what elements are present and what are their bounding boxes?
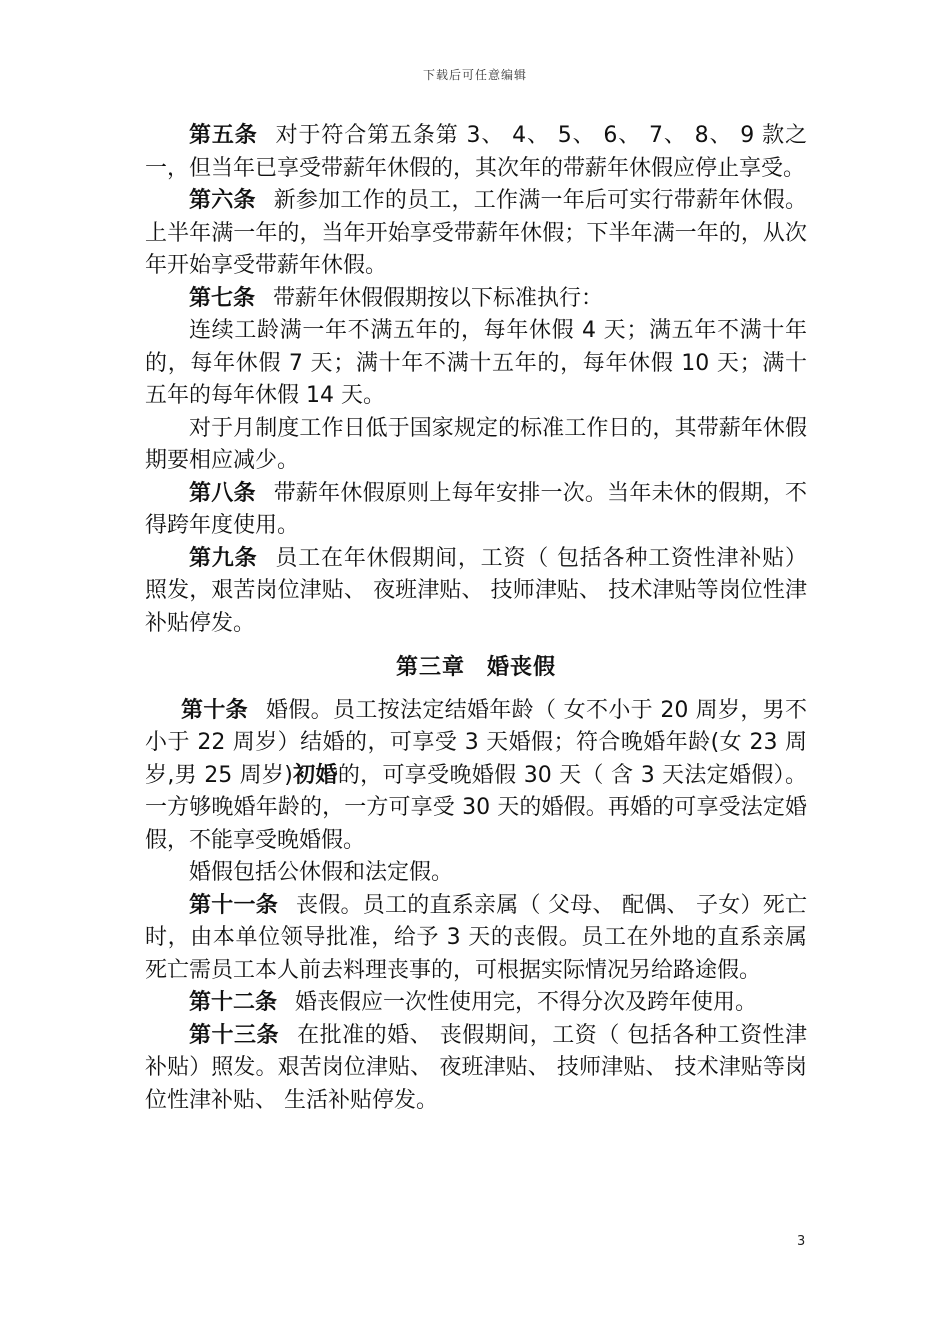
article-text-part-2: 的，可享受晚婚假 30 天（ 含 3 天法定婚假）。一方够晚婚年龄的，一方可享受 30 天的婚假。再婚的可享受法定婚假，不能享受晚婚假。 (145, 762, 807, 853)
article-label: 第十三条 (189, 1022, 280, 1048)
article-label: 第十二条 (189, 990, 278, 1015)
chapter-title: 婚丧假 (487, 655, 557, 680)
article-text: 对于符合第五条第 3、 4、 5、 6、 7、 8、 9 款之一，但当年已享受带薪年休假的，其次年的带薪年休假应停止享受。 (145, 123, 807, 181)
article-text: 带薪年休假假期按以下标准执行： (273, 285, 604, 311)
article-text: 在批准的婚、 丧假期间，工资（ 包括各种工资性津补贴）照发。艰苦岗位津贴、 夜班津贴、 技师津贴、 技术津贴等岗位性津补贴、 生活补贴停发。 (145, 1022, 807, 1113)
article-text-part-1: 婚假。员工按法定结婚年龄（ 女不小于 20 周岁，男不小于 22 周岁）结婚的，可享受 3 天婚假；符合晚婚年龄(女 23 周岁,男 25 周岁) (145, 697, 807, 788)
article-11 (145, 890, 807, 988)
article-label: 第五条 (189, 123, 258, 148)
article-13 (145, 1020, 807, 1118)
article-10-paragraph-1: 婚假包括公休假和法定假。 (189, 860, 454, 885)
article-text-bold: 初婚 (292, 762, 338, 788)
article-7-paragraph-1: 连续工龄满一年不满五年的，每年休假 4 天；满五年不满十年的，每年休假 7 天；满十年不满十五年的，每年休假 10 天；满十五年的每年休假 14 天。 (145, 318, 807, 408)
article-text: 丧假。员工的直系亲属（ 父母、 配偶、 子女）死亡时，由本单位领导批准，给予 3 天的丧假。员工在外地的直系亲属死亡需员工本人前去料理丧事的，可根据实际情况另给路途假。 (145, 892, 807, 983)
article-6 (145, 185, 807, 283)
article-7 (145, 283, 807, 316)
article-text: 员工在年休假期间，工资（ 包括各种工资性津补贴）照发，艰苦岗位津贴、 夜班津贴、 技师津贴、 技术津贴等岗位性津补贴停发。 (145, 545, 807, 636)
article-text: 带薪年休假原则上每年安排一次。当年未休的假期，不得跨年度使用。 (145, 480, 807, 538)
document-body (145, 120, 807, 1117)
article-12 (145, 987, 807, 1020)
article-text: 婚丧假应一次性使用完，不得分次及跨年使用。 (295, 990, 758, 1015)
article-label: 第七条 (189, 285, 256, 311)
chapter-number: 第三章 (395, 655, 465, 680)
article-label: 第十一条 (189, 892, 279, 918)
article-8 (145, 478, 807, 543)
article-5 (145, 120, 807, 185)
article-10 (145, 695, 807, 858)
article-9 (145, 543, 807, 641)
page-number: 3 (797, 1234, 806, 1249)
article-label: 第九条 (189, 545, 258, 571)
article-text: 新参加工作的员工，工作满一年后可实行带薪年休假。上半年满一年的，当年开始享受带薪年休假；下半年满一年的，从次年开始享受带薪年休假。 (145, 188, 807, 278)
article-label: 第八条 (189, 480, 256, 506)
article-label: 第十条 (181, 697, 249, 723)
article-7-paragraph-2: 对于月制度工作日低于国家规定的标准工作日的，其带薪年休假期要相应减少。 (145, 415, 807, 473)
article-label: 第六条 (189, 188, 256, 213)
chapter-heading (145, 652, 807, 685)
page-header: 下载后可任意编辑 (422, 68, 527, 82)
